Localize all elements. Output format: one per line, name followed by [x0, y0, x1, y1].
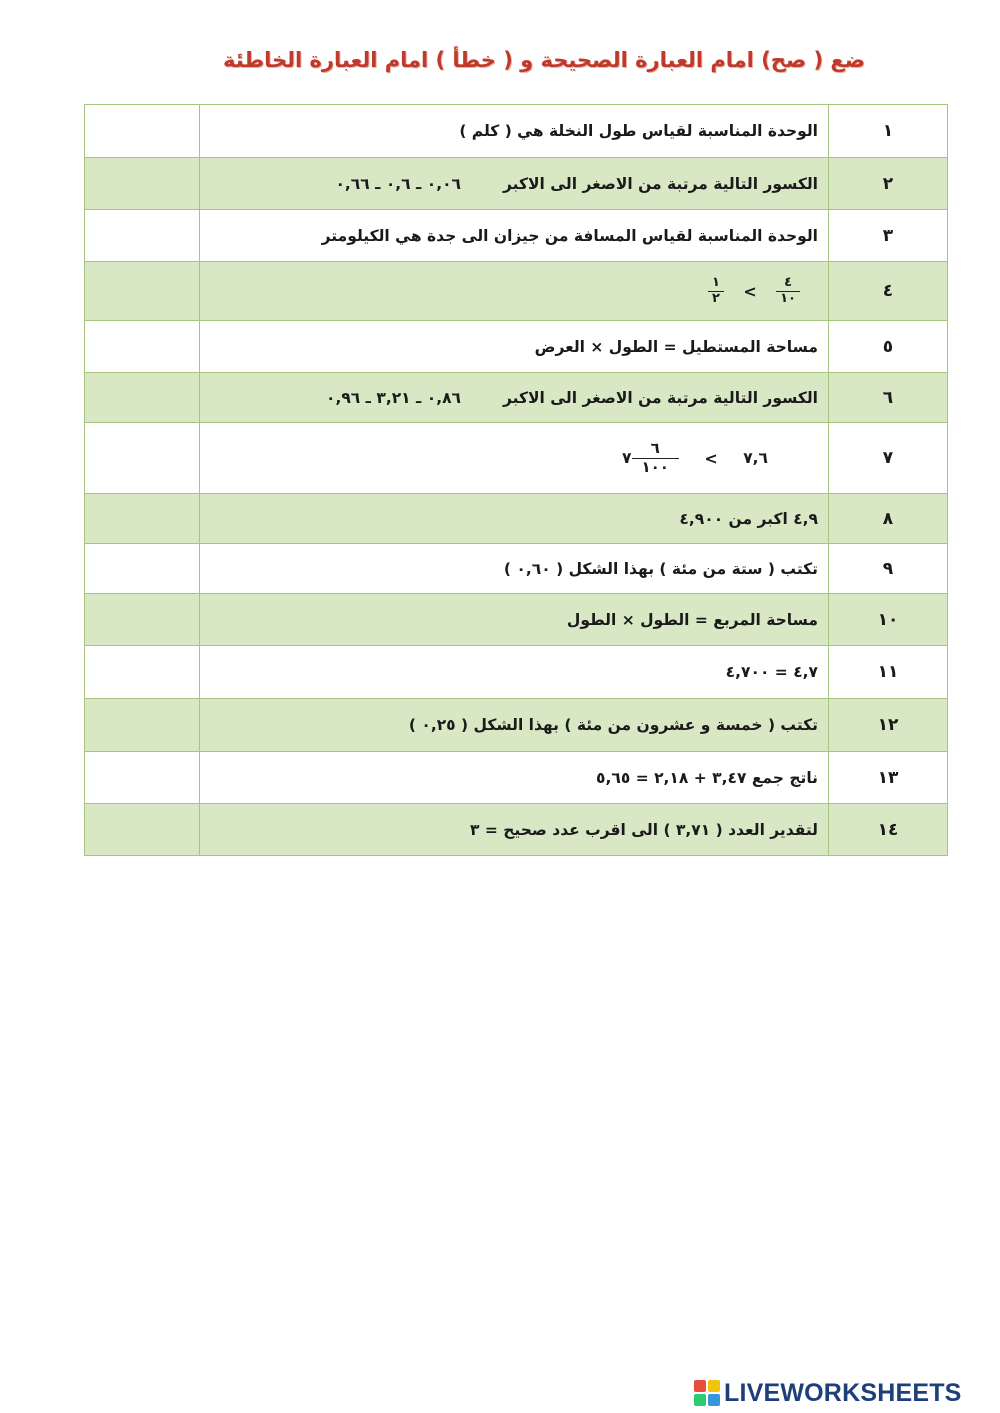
table-row: [85, 646, 948, 699]
statement: [200, 423, 829, 494]
fraction-denominator: ١٠٠: [641, 457, 669, 476]
liveworksheets-logo: [694, 1378, 994, 1408]
answer-cell[interactable]: [85, 210, 200, 262]
table-row: [85, 699, 948, 752]
statement-values: ٠,٨٦ ـ ٣,٢١ ـ ٠,٩٦: [325, 388, 462, 407]
fraction-b-denominator: ٢: [711, 290, 720, 306]
fraction-numerator: ٦: [650, 439, 660, 458]
statement-text: الكسور التالية مرتبة من الاصغر الى الاكبر: [503, 388, 818, 407]
statement-text: ٤,٩ اكبر من ٤,٩٠٠: [679, 509, 818, 528]
answer-cell[interactable]: [85, 646, 200, 699]
table-row: [85, 594, 948, 646]
question-number: ١٣: [829, 752, 948, 804]
logo-square-green: [694, 1394, 706, 1406]
logo-mark-icon: [694, 1380, 720, 1406]
statement: [200, 105, 829, 158]
answer-cell[interactable]: [85, 699, 200, 752]
question-number: ٥: [829, 321, 948, 373]
question-number: ٩: [829, 544, 948, 594]
answer-cell[interactable]: [85, 594, 200, 646]
table-row: [85, 158, 948, 210]
question-number: ١١: [829, 646, 948, 699]
whole-number: ٧: [622, 449, 632, 467]
statement-text: الوحدة المناسبة لقياس طول النخلة هي ( كلم ): [459, 122, 818, 140]
answer-cell[interactable]: [85, 262, 200, 321]
statement-text: تكتب ( ستة من مئة ) بهذا الشكل ( ٠,٦٠ ): [503, 559, 818, 578]
table-row: [85, 752, 948, 804]
statement-values: ٠,٠٦ ـ ٠,٦ ـ ٠,٦٦: [335, 174, 462, 193]
statement: [200, 321, 829, 373]
logo-square-blue: [708, 1394, 720, 1406]
statement-text: الكسور التالية مرتبة من الاصغر الى الاكبر: [503, 174, 818, 193]
table-row: [85, 105, 948, 158]
statement: [200, 594, 829, 646]
answer-cell[interactable]: [85, 494, 200, 544]
logo-square-red: [694, 1380, 706, 1392]
answer-cell[interactable]: [85, 752, 200, 804]
fraction-b-numerator: ١: [711, 274, 720, 290]
table-row: [85, 321, 948, 373]
fraction-b: [708, 276, 724, 307]
page-title: ضع ( صح) امام العبارة الصحيحة و ( خطأ ) امام العبارة الخاطئة: [223, 48, 865, 72]
statement: [200, 210, 829, 262]
table-row: [85, 544, 948, 594]
statement: [200, 544, 829, 594]
answer-cell[interactable]: [85, 804, 200, 856]
answer-cell[interactable]: [85, 544, 200, 594]
answer-cell[interactable]: [85, 158, 200, 210]
statement: [200, 804, 829, 856]
statement: [200, 699, 829, 752]
answer-cell[interactable]: [85, 423, 200, 494]
answer-cell[interactable]: [85, 105, 200, 158]
statement-text: ناتج جمع ٣,٤٧ + ٢,١٨ = ٥,٦٥: [596, 768, 818, 787]
answer-cell[interactable]: [85, 321, 200, 373]
question-number: ١٢: [829, 699, 948, 752]
table-row: [85, 262, 948, 321]
comparison-operator: >: [704, 448, 718, 468]
question-number: ١: [829, 105, 948, 158]
table-row: [85, 804, 948, 856]
question-number: ٤: [829, 262, 948, 321]
table-row: [85, 423, 948, 494]
statement: [200, 373, 829, 423]
statement: [200, 158, 829, 210]
statement: [200, 262, 829, 321]
answer-cell[interactable]: [85, 373, 200, 423]
question-number: ١٠: [829, 594, 948, 646]
statement: [200, 646, 829, 699]
question-number: ٧: [829, 423, 948, 494]
statement-text: تكتب ( خمسة و عشرون من مئة ) بهذا الشكل ( ٠,٢٥ ): [408, 716, 818, 734]
statement-text: الوحدة المناسبة لقياس المسافة من جيزان الى جدة هي الكيلومتر: [321, 226, 818, 245]
statement-text: مساحة المربع = الطول × الطول: [566, 610, 818, 629]
statement-text: لتقدير العدد ( ٣,٧١ ) الى اقرب عدد صحيح = ٣: [469, 820, 818, 839]
question-number: ٣: [829, 210, 948, 262]
logo-text: LIVEWORKSHEETS: [724, 1378, 962, 1407]
question-number: ٦: [829, 373, 948, 423]
statement-text: مساحة المستطيل = الطول × العرض: [534, 337, 818, 356]
table-row: [85, 373, 948, 423]
table-row: [85, 494, 948, 544]
table-row: [85, 210, 948, 262]
statement: [200, 494, 829, 544]
statement: [200, 752, 829, 804]
fraction-a: [776, 276, 800, 307]
fraction-a-numerator: ٤: [784, 274, 793, 290]
question-number: ٢: [829, 158, 948, 210]
comparison-operator: >: [743, 281, 757, 301]
fraction-a-denominator: ١٠: [780, 290, 796, 306]
mixed-fraction: [632, 440, 679, 476]
question-number: ٨: [829, 494, 948, 544]
statement-text: ٤,٧ = ٤,٧٠٠: [725, 663, 818, 681]
question-number: ١٤: [829, 804, 948, 856]
logo-square-yellow: [708, 1380, 720, 1392]
left-value: ٧,٦: [743, 449, 768, 467]
true-false-table: [84, 104, 948, 856]
